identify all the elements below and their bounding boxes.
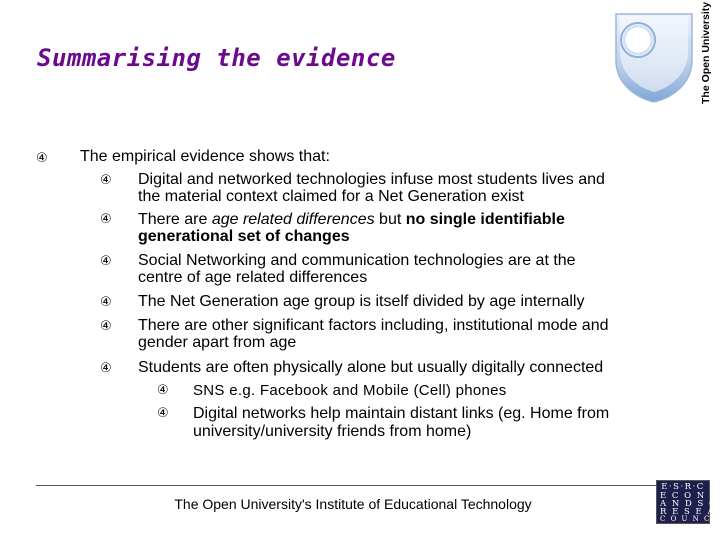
bullet-text-3-line-2: centre of age related differences bbox=[138, 269, 368, 286]
bullet-icon: ④ bbox=[157, 406, 169, 421]
bullet-icon: ④ bbox=[100, 295, 112, 310]
bullet-text-6-line-1: Students are often physically alone but usually digitally connected bbox=[138, 359, 604, 376]
bullet-icon: ④ bbox=[100, 212, 112, 227]
bullet-icon: ④ bbox=[157, 383, 169, 398]
esrc-logo: E·S·R·C E C O N O A N D S O R E S E A C O U N C bbox=[656, 480, 710, 524]
subbullet-text-2-line-2: university/university friends from home) bbox=[193, 423, 472, 440]
slide-title: Summarising the evidence bbox=[37, 44, 396, 72]
bullet-icon: ④ bbox=[100, 361, 112, 376]
bullet-text-2-line-1: There are age related differences but no single identifiable bbox=[138, 211, 565, 228]
bullet-icon: ④ bbox=[100, 173, 112, 188]
bullet-text-3-line-1: Social Networking and communication technologies are at the bbox=[138, 252, 576, 269]
intro-text: The empirical evidence shows that: bbox=[80, 148, 330, 165]
footer-text: The Open University's Institute of Educational Technology bbox=[174, 496, 532, 512]
footer-divider bbox=[36, 485, 676, 486]
bullet-text-5-line-1: There are other significant factors including, institutional mode and bbox=[138, 317, 609, 334]
bullet-text-5-line-2: gender apart from age bbox=[138, 334, 297, 351]
bullet-text-2-line-2: generational set of changes bbox=[138, 228, 350, 245]
open-university-wordmark: The Open University bbox=[700, 1, 712, 104]
subbullet-text-2-line-1: Digital networks help maintain distant links (eg. Home from bbox=[193, 405, 610, 422]
bullet-icon: ④ bbox=[100, 254, 112, 269]
bullet-icon: ④ bbox=[100, 319, 112, 334]
bullet-text-4-line-1: The Net Generation age group is itself divided by age internally bbox=[138, 293, 585, 310]
bullet-icon: ④ bbox=[36, 151, 48, 166]
open-university-shield-logo bbox=[614, 12, 694, 104]
bullet-text-1-line-2: the material context claimed for a Net Generation exist bbox=[138, 188, 524, 205]
subbullet-text-1-line-1: SNS e.g. Facebook and Mobile (Cell) phones bbox=[193, 382, 507, 399]
bullet-text-1-line-1: Digital and networked technologies infuse most students lives and bbox=[138, 171, 605, 188]
